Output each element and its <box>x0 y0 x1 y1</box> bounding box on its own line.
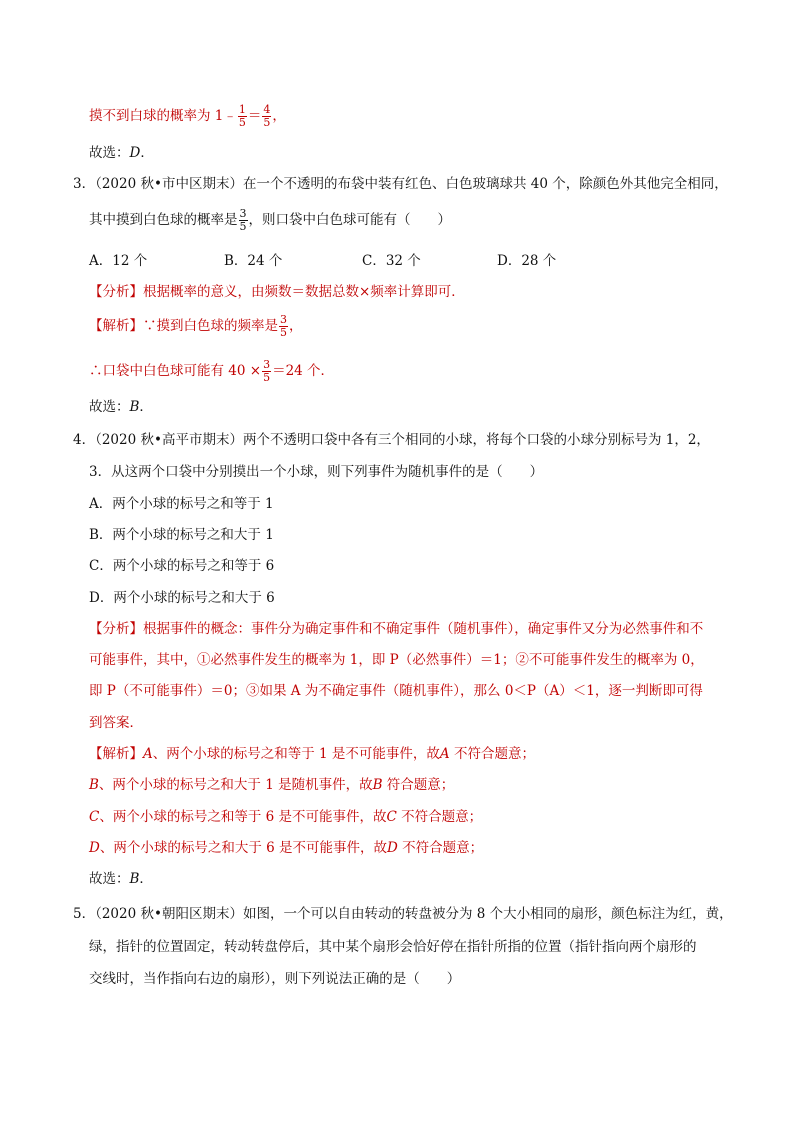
q4-option-d: D．两个小球的标号之和大于 6 <box>89 590 275 606</box>
q3-option-b: B．24 个 <box>224 253 283 269</box>
q4-option-c: C．两个小球的标号之和等于 6 <box>89 558 275 574</box>
q4-solution-d: D、两个小球的标号之和大于 6 是不可能事件，故D 不符合题意； <box>89 840 484 856</box>
q5-stem-line2: 绿，指针的位置固定，转动转盘停后，其中某个扇形会恰好停在指针所指的位置（指针指向两个扇形的 <box>89 939 697 955</box>
q3-solution-line2: ∴口袋中白色球可能有 40 × $\frac{3}{5}$ ＝24 个． <box>89 358 335 384</box>
fraction-1-5: $\frac{1}{5}$ <box>238 103 246 129</box>
q3-answer: 故选：B． <box>89 399 153 415</box>
q4-analysis-line4: 到答案． <box>89 715 143 731</box>
fraction-3-5: $\frac{3}{5}$ <box>239 207 247 233</box>
q4-analysis-line3: 即 P（不可能事件）＝0；③如果 A 为不确定事件（随机事件），那么 0＜P（A）＜1，逐一判断即可得 <box>89 683 703 699</box>
q4-stem-line2: 3．从这两个口袋中分别摸出一个小球，则下列事件为随机事件的是（ ） <box>89 464 544 480</box>
q4-analysis-line2: 可能事件，其中，①必然事件发生的概率为 1，即 P（必然事件）＝1；②不可能事件发生的概率为 0， <box>89 652 704 668</box>
q4-answer: 故选：B． <box>89 871 153 887</box>
q4-analysis-line1: 【分析】根据事件的概念：事件分为确定事件和不确定事件（随机事件），确定事件又分为必然事件和不 <box>89 621 704 637</box>
q5-stem-line1: 5．（2020 秋•朝阳区期末）如图，一个可以自由转动的转盘被分为 8 个大小相同的扇形，颜色标注为红，黄， <box>73 906 733 922</box>
q5-stem-line3: 交线时，当作指向右边的扇形），则下列说法正确的是（ ） <box>89 971 461 987</box>
q4-option-b: B．两个小球的标号之和大于 1 <box>89 527 274 543</box>
fraction-3-5: $\frac{3}{5}$ <box>280 313 287 339</box>
q3-option-c: C．32 个 <box>362 253 421 269</box>
prev-answer: 故选：D． <box>89 145 154 161</box>
q4-solution-c: C、两个小球的标号之和等于 6 是不可能事件，故C 不符合题意； <box>89 809 483 825</box>
q3-stem-line1: 3．（2020 秋•市中区期末）在一个不透明的布袋中装有红色、白色玻璃球共 40 个，除颜色外其他完全相同， <box>73 176 728 192</box>
q4-solution-b: B、两个小球的标号之和大于 1 是随机事件，故B 符合题意； <box>89 777 455 793</box>
q3-analysis: 【分析】根据概率的意义，由频数＝数据总数×频率计算即可． <box>89 284 465 300</box>
fraction-3-5: $\frac{3}{5}$ <box>263 358 271 384</box>
q4-option-a: A．两个小球的标号之和等于 1 <box>89 496 274 512</box>
fraction-4-5: $\frac{4}{5}$ <box>263 103 271 129</box>
q4-stem-line1: 4．（2020 秋•高平市期末）两个不透明口袋中各有三个相同的小球，将每个口袋的小球分别标号为 1，2， <box>73 432 710 448</box>
prev-solution-line: 摸不到白球的概率为 1﹣ $\frac{1}{5}$ ＝ $\frac{4}{5}$ ， <box>89 103 286 129</box>
q3-stem-line2: 其中摸到白色球的概率是 $\frac{3}{5}$ ，则口袋中白色球可能有（ ） <box>89 207 451 233</box>
q3-option-a: A．12 个 <box>89 253 148 269</box>
q3-solution-line1: 【解析】∵摸到白色球的频率是 $\frac{3}{5}$ ， <box>89 313 303 339</box>
q3-option-d: D．28 个 <box>497 253 557 269</box>
q4-solution-a: 【解析】A、两个小球的标号之和等于 1 是不可能事件，故A 不符合题意； <box>89 746 535 762</box>
